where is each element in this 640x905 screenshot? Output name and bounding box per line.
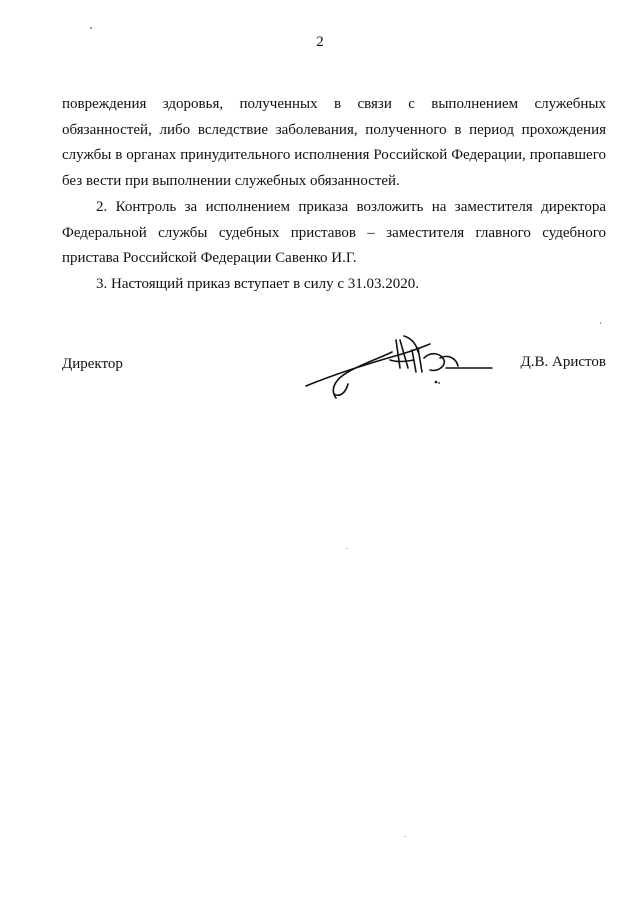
scan-speck	[600, 322, 601, 324]
signatory-name: Д.В. Аристов	[520, 354, 606, 370]
signature-block	[0, 354, 640, 414]
handwritten-signature	[300, 328, 500, 408]
signatory-title: Директор	[62, 356, 123, 372]
scan-speck	[90, 27, 92, 29]
scan-speck	[346, 548, 347, 549]
paragraph-item-3: 3. Настоящий приказ вступает в силу с 31.03.2020.	[96, 276, 419, 292]
paragraph-continuation: повреждения здоровья, полученных в связи с выполнением служебных обязанностей, либо вследствие заболевания, полученного в период прохождения службы в органах принудительного исполнения Российской Федерации, пропавшего без вести при выполнении служебных обязанностей.	[62, 96, 606, 189]
page-number: 2	[316, 34, 324, 50]
scan-speck	[405, 836, 406, 837]
paragraph-item-2: 2. Контроль за исполнением приказа возложить на заместителя директора Федеральной службы судебных приставов – заместителя главного судебного пристава Российской Федерации Савенко И.Г.	[62, 199, 606, 266]
